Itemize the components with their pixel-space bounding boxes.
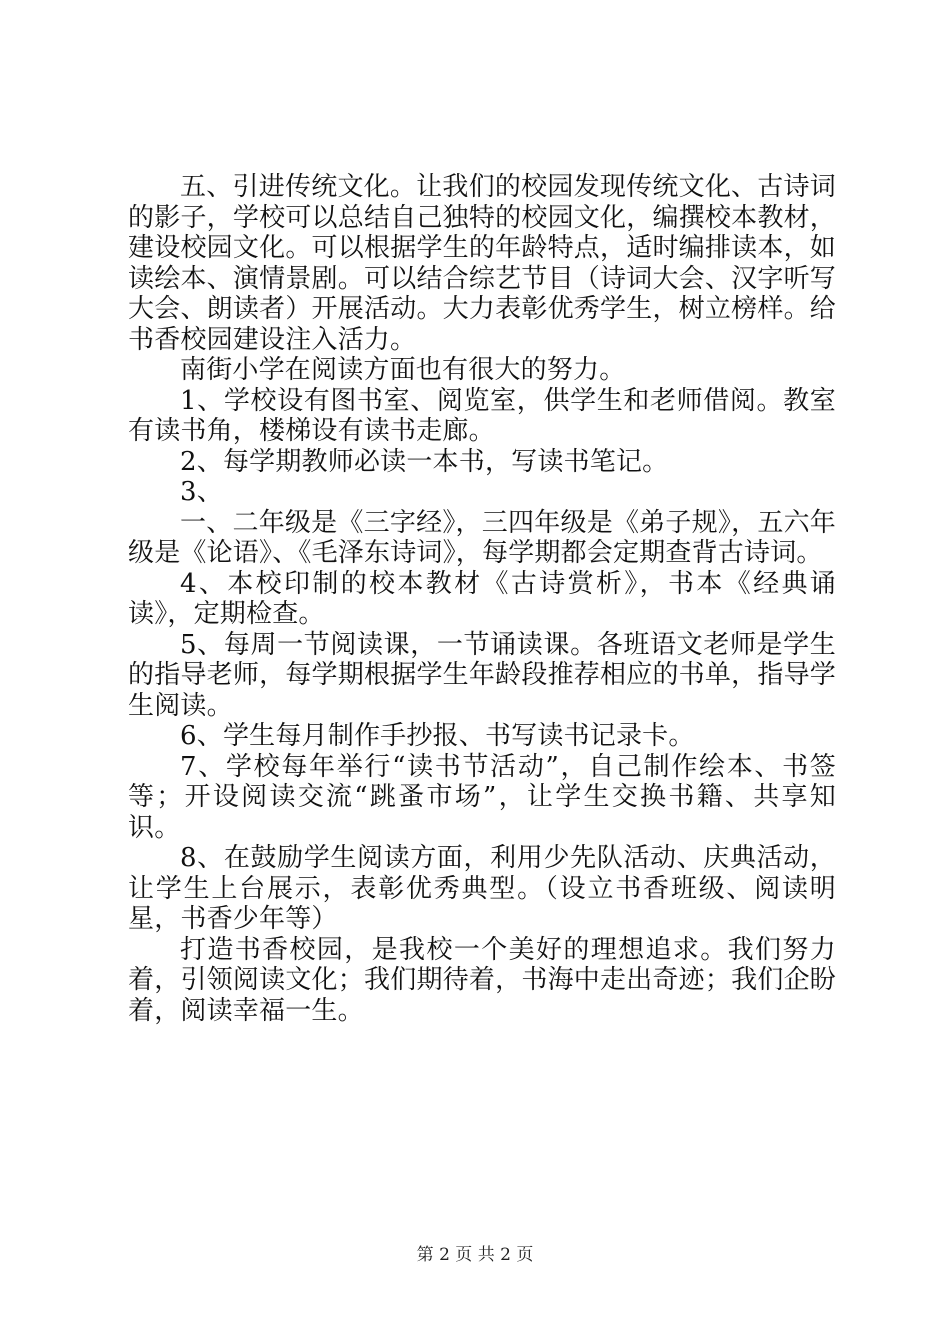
paragraph: 南街小学在阅读方面也有很大的努力。 [180, 355, 626, 385]
document-body [128, 172, 836, 1026]
paragraph: 7、学校每年举行“读书节活动”，自己制作绘本、书签等；开设阅读交流“跳蚤市场”，让学生交换书籍、共享知识。 [128, 751, 836, 843]
paragraph: 一、二年级是《三字经》，三四年级是《弟子规》，五六年级是《论语》、《毛泽东诗词》，每学期都会定期查背古诗词。 [128, 507, 836, 568]
paragraph: 5、每周一节阅读课，一节诵读课。各班语文老师是学生的指导老师，每学期根据学生年龄段推荐相应的书单，指导学生阅读。 [128, 629, 836, 721]
paragraph: 打造书香校园，是我校一个美好的理想追求。我们努力着，引领阅读文化；我们期待着，书海中走出奇迹；我们企盼着，阅读幸福一生。 [128, 934, 836, 1026]
paragraph: 2、每学期教师必读一本书，写读书笔记。 [180, 446, 669, 477]
paragraph: 1、学校设有图书室、阅览室，供学生和老师借阅。教室有读书角，楼梯设有读书走廊。 [128, 385, 836, 446]
paragraph: 4、本校印制的校本教材《古诗赏析》，书本《经典诵读》，定期检查。 [128, 568, 836, 629]
paragraph: 8、在鼓励学生阅读方面，利用少先队活动、庆典活动，让学生上台展示，表彰优秀典型。（设立书香班级、阅读明星，书香少年等） [128, 843, 836, 934]
page-number-footer: 第 2 页 共 2 页 [416, 1245, 534, 1265]
paragraph: 五、引进传统文化。让我们的校园发现传统文化、古诗词的影子，学校可以总结自己独特的校园文化，编撰校本教材，建设校园文化。可以根据学生的年龄特点，适时编排读本，如读绘本、演情景剧。可以结合综艺节目（诗词大会、汉字听写大会、朗读者）开展活动。大力表彰优秀学生，树立榜样。给书香校园建设注入活力。 [128, 172, 836, 355]
paragraph: 6、学生每月制作手抄报、书写读书记录卡。 [180, 721, 695, 751]
paragraph: 3、 [180, 477, 223, 507]
